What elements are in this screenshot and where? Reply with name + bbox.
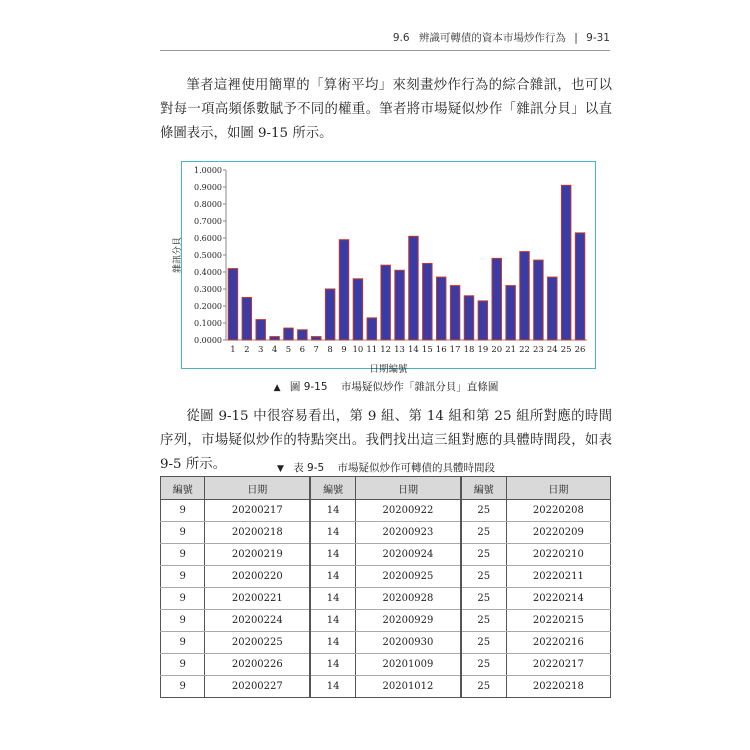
bar-12 [381, 265, 390, 340]
bar-16 [436, 277, 445, 340]
cell-group-number: 14 [310, 588, 355, 610]
cell-date: 20200218 [205, 522, 310, 544]
cell-group-number: 9 [161, 544, 205, 566]
x-tick-label: 5 [285, 345, 292, 355]
cell-group-number: 9 [161, 632, 205, 654]
table-row [161, 632, 611, 654]
cell-date: 20220217 [506, 654, 610, 676]
cell-group-number: 25 [461, 566, 506, 588]
cell-date: 20220218 [506, 676, 610, 698]
running-header [160, 30, 610, 51]
cell-date: 20200925 [356, 566, 461, 588]
bar-2 [242, 298, 251, 341]
table-row [161, 522, 611, 544]
x-tick-label: 12 [380, 345, 392, 355]
header-date: 日期 [205, 477, 310, 500]
cell-date: 20220215 [506, 610, 610, 632]
table-row [161, 676, 611, 698]
figure-caption-marker: ▲ [273, 383, 281, 393]
cell-group-number: 25 [461, 544, 506, 566]
bar-23 [534, 260, 543, 340]
cell-date: 20200924 [356, 544, 461, 566]
x-tick-label: 8 [327, 345, 333, 355]
bar-1 [228, 269, 237, 340]
y-tick-label: 0.3000 [194, 285, 222, 294]
x-tick-label: 19 [477, 345, 489, 355]
x-tick-label: 2 [244, 345, 250, 355]
y-tick-label: 0.0000 [194, 336, 222, 345]
table-row [161, 588, 611, 610]
bar-11 [367, 318, 376, 340]
y-tick-label: 0.8000 [194, 200, 222, 209]
bar-25 [561, 185, 570, 340]
cell-group-number: 9 [161, 676, 205, 698]
bar-9 [339, 240, 348, 340]
header-date: 日期 [356, 477, 461, 500]
time-period-table [160, 476, 611, 698]
cell-group-number: 25 [461, 610, 506, 632]
cell-group-number: 25 [461, 632, 506, 654]
paragraph-analysis-text: 從圖 9-15 中很容易看出，第 9 組、第 14 組和第 25 組所對應的時間序列，市場疑似炒作的特點突出。我們找出這三組對應的具體時間段，如表 9-5 所示。 [160, 409, 612, 472]
bar-chart-frame [173, 161, 596, 369]
cell-group-number: 25 [461, 588, 506, 610]
cell-group-number: 14 [310, 500, 355, 522]
cell-group-number: 9 [161, 500, 205, 522]
x-tick-label: 7 [313, 345, 319, 355]
y-tick-label: 0.2000 [194, 302, 222, 311]
x-tick-label: 26 [574, 345, 586, 355]
cell-date: 20220214 [506, 588, 610, 610]
x-tick-label: 20 [491, 345, 503, 355]
bar-17 [450, 286, 459, 340]
table-row [161, 566, 611, 588]
table-body [161, 500, 611, 698]
cell-date: 20201012 [356, 676, 461, 698]
table-row [161, 500, 611, 522]
cell-group-number: 9 [161, 654, 205, 676]
cell-date: 20220211 [506, 566, 610, 588]
bar-21 [506, 286, 515, 340]
table-row [161, 610, 611, 632]
x-tick-label: 9 [341, 345, 347, 355]
cell-group-number: 25 [461, 654, 506, 676]
bar-7 [312, 337, 321, 340]
cell-date: 20220216 [506, 632, 610, 654]
cell-date: 20200227 [205, 676, 310, 698]
header-group-number: 編號 [161, 477, 205, 500]
bar-26 [575, 233, 584, 340]
page-number: 9-31 [586, 32, 610, 44]
cell-date: 20200221 [205, 588, 310, 610]
x-tick-label: 11 [366, 345, 378, 355]
y-tick-label: 0.7000 [194, 217, 222, 226]
chapter-title: 辨識可轉債的資本市場炒作行為 [418, 32, 566, 44]
bar-5 [284, 328, 293, 340]
cell-date: 20200225 [205, 632, 310, 654]
bar-15 [423, 264, 432, 341]
cell-group-number: 9 [161, 588, 205, 610]
bar-4 [270, 337, 279, 340]
cell-date: 20200922 [356, 500, 461, 522]
bar-6 [298, 330, 307, 340]
cell-group-number: 14 [310, 544, 355, 566]
noise-bar-chart [173, 162, 597, 370]
cell-date: 20200923 [356, 522, 461, 544]
section-number: 9.6 [392, 32, 410, 44]
cell-group-number: 9 [161, 566, 205, 588]
paragraph-intro [160, 74, 612, 146]
cell-group-number: 25 [461, 522, 506, 544]
x-tick-label: 1 [230, 345, 236, 355]
cell-date: 20220210 [506, 544, 610, 566]
cell-group-number: 14 [310, 676, 355, 698]
table-row [161, 654, 611, 676]
bar-18 [464, 296, 473, 340]
x-tick-label: 23 [532, 345, 544, 355]
bar-22 [520, 252, 529, 340]
cell-date: 20200220 [205, 566, 310, 588]
cell-group-number: 14 [310, 632, 355, 654]
cell-group-number: 25 [461, 676, 506, 698]
bar-20 [492, 258, 501, 340]
header-group-number: 編號 [461, 477, 506, 500]
x-tick-label: 25 [560, 345, 572, 355]
x-tick-label: 22 [519, 345, 530, 355]
bar-3 [256, 320, 265, 340]
bar-19 [478, 301, 487, 340]
x-tick-label: 10 [352, 345, 364, 355]
cell-date: 20220209 [506, 522, 610, 544]
cell-date: 20200930 [356, 632, 461, 654]
table-row [161, 544, 611, 566]
x-tick-label: 14 [408, 345, 419, 355]
y-tick-label: 0.9000 [194, 183, 222, 192]
y-tick-label: 0.4000 [194, 268, 222, 277]
x-tick-label: 4 [271, 345, 278, 355]
cell-group-number: 9 [161, 522, 205, 544]
table-header-row [161, 477, 611, 500]
cell-date: 20200224 [205, 610, 310, 632]
bar-10 [353, 279, 362, 340]
header-date: 日期 [506, 477, 610, 500]
figure-caption-number: 圖 9-15 [289, 381, 328, 393]
cell-date: 20200928 [356, 588, 461, 610]
figure-caption-text: 市場疑似炒作「雜訊分貝」直條圖 [340, 381, 499, 393]
cell-date: 20200217 [205, 500, 310, 522]
cell-group-number: 25 [461, 500, 506, 522]
cell-date: 20201009 [356, 654, 461, 676]
x-tick-label: 21 [505, 345, 517, 355]
table-caption-number: 表 9-5 [293, 462, 325, 474]
x-tick-label: 18 [463, 345, 475, 355]
x-axis-title: 日期編號 [369, 364, 408, 375]
x-tick-label: 15 [421, 345, 433, 355]
cell-group-number: 9 [161, 610, 205, 632]
x-tick-label: 17 [449, 345, 461, 355]
cell-group-number: 14 [310, 610, 355, 632]
y-tick-label: 0.5000 [194, 251, 222, 260]
bar-14 [409, 236, 418, 340]
x-tick-label: 16 [435, 345, 447, 355]
figure-caption [160, 379, 612, 394]
table-caption [160, 460, 612, 475]
paragraph-intro-text: 筆者這裡使用簡單的「算術平均」來刻畫炒作行為的綜合雜訊，也可以對每一項高頻係數賦予不同的權重。筆者將市場疑似炒作「雜訊分貝」以直條圖表示，如圖 9-15 所示。 [160, 78, 612, 141]
table-caption-text: 市場疑似炒作可轉債的具體時間段 [337, 462, 496, 474]
y-tick-label: 0.1000 [194, 319, 222, 328]
x-tick-label: 6 [299, 345, 306, 355]
x-tick-label: 3 [258, 345, 264, 355]
y-axis-title: 雜訊分貝 [173, 236, 183, 274]
header-group-number: 編號 [310, 477, 355, 500]
cell-date: 20220208 [506, 500, 610, 522]
cell-group-number: 14 [310, 522, 355, 544]
bar-13 [395, 270, 404, 340]
table-caption-marker: ▼ [276, 464, 284, 474]
y-tick-label: 0.6000 [194, 234, 222, 243]
header-separator: | [574, 32, 578, 44]
cell-group-number: 14 [310, 566, 355, 588]
cell-date: 20200226 [205, 654, 310, 676]
x-tick-label: 24 [546, 345, 558, 355]
cell-date: 20200929 [356, 610, 461, 632]
bar-24 [548, 277, 557, 340]
x-tick-label: 13 [394, 345, 405, 355]
y-tick-label: 1.0000 [194, 166, 222, 175]
bar-8 [325, 289, 334, 340]
cell-date: 20200219 [205, 544, 310, 566]
cell-group-number: 14 [310, 654, 355, 676]
